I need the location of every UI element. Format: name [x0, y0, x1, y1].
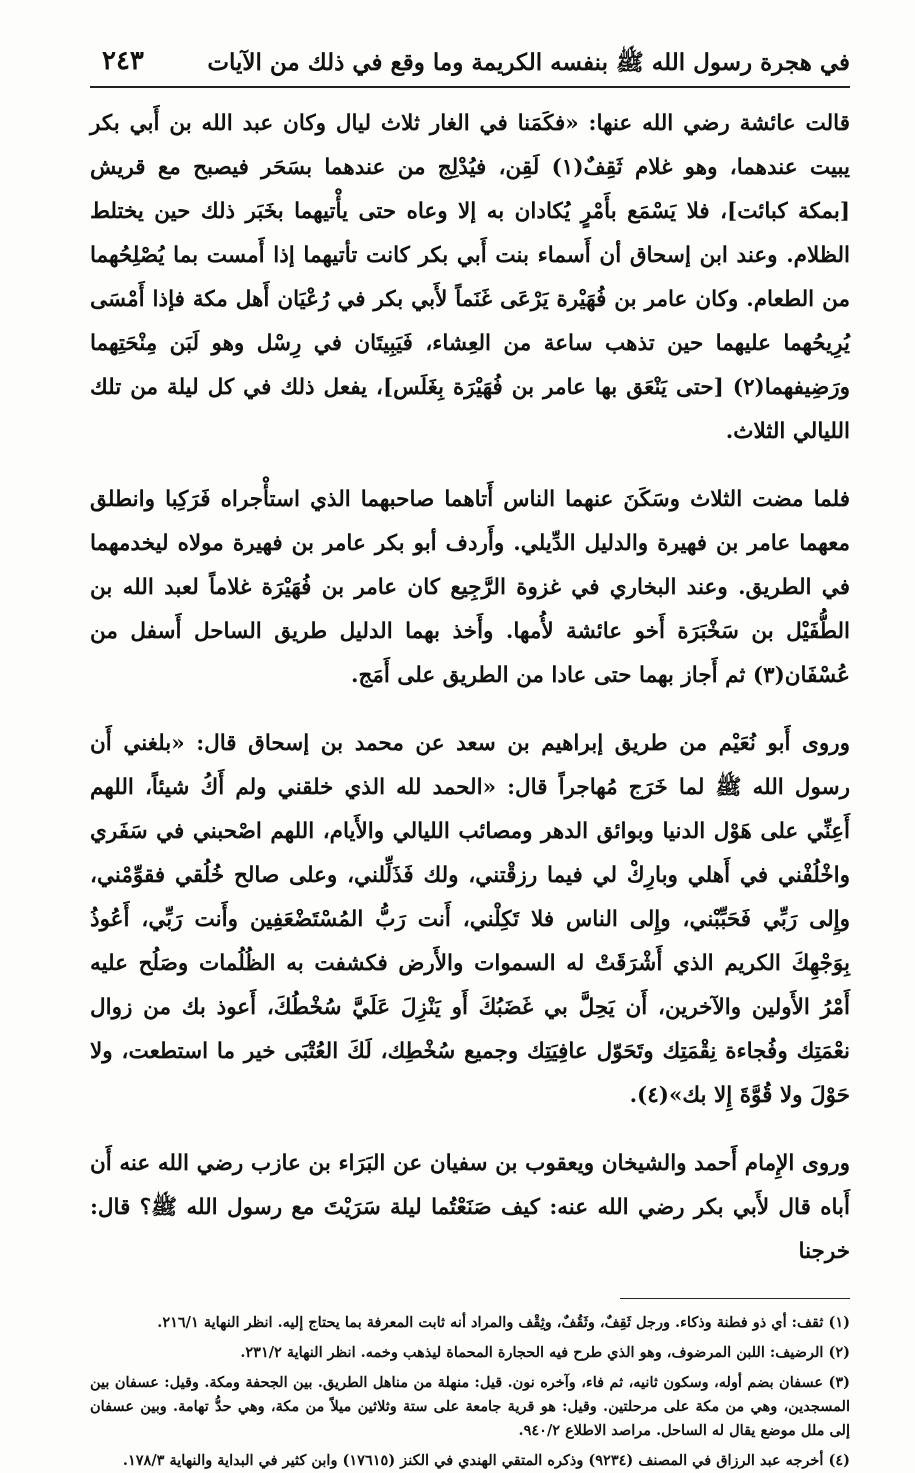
paragraph: وروى الإِمام أَحمد والشيخان ويعقوب بن سفيان عن البَرَاء بن عازب رضي الله عنه أَن أَباه قال لأَبي بكر رضي الله عنه: كيف صَنَعْتُما ليلة سَرَيْتَ مع رسول الله ﷺ؟ قال: خرجنا: [90, 1151, 850, 1264]
paragraph: وروى أَبو نُعَيْم من طريق إبراهيم بن سعد عن محمد بن إسحاق قال: «بلغني أَن رسول الله ﷺ لما خَرَج مُهاجراً قال: «الحمد لله الذي خلقني ولم أَكُ شيئاً، اللهم أَعِنِّي على هَوْل الدنيا وبوائق الدهر ومصائب الليالي والأَيام، اللهم اصْحبني في سَفَري واخْلُفْني في أَهلي وبارِكْ لي فيما رزقْتني، ولك فَذَلِّلني، وعلى صالح خُلُقي فقوِّمْني، وإِلى رَبِّي فَحَبِّبْني، وإِلى الناس فلا تَكِلْني، أَنت رَبُّ المُسْتَضْعَفِين وأَنت رَبِّي، أَعُوذُ بِوَجْهِكَ الكريم الذي أَشْرَقَتْ له السموات والأَرض فكشفت به الظُلُمات وصَلُح عليه أَمْرُ الأَولين والآخرين، أَن يَحِلَّ بي غَضَبُكَ أَو يَنْزِلَ عَلَيَّ سُخْطُكَ، أَعوذ بك من زوال نعْمَتِك وفُجاءة نِقْمَتِك وتَحَوّل عافِيَتِك وجميع سُخْطِك، لَكَ العُتْبَى خير ما استطعت، ولا حَوْلَ ولا قُوَّةَ إِلا بك»(٤).: [90, 731, 850, 1108]
book-page: [90, 40, 851, 1469]
chapter-title: في هجرة رسول الله ﷺ بنفسه الكريمة وما وقع في ذلك من الآيات: [207, 49, 850, 76]
footnote: (٣) عسفان بضم أوله، وسكون ثانيه، ثم فاء، وآخره نون. قيل: منهلة من مناهل الطريق. بين الجحفة ومكة. وقيل: عسفان بين المسجدين، وهي من مكة على مرحلتين. وقيل: هو قرية جامعة على ستة وثلاثين ميلاً من مكة، وهي حدُّ تهامة. وبين عسفان إلى ملل موضع يقال له الساحل. مراصد الاطلاع ٩٤٠/٢.: [90, 1374, 850, 1439]
footnote-divider: [620, 1298, 850, 1299]
page-number: ٢٤٣: [102, 46, 144, 76]
footnote: (٤) أخرجه عبد الرزاق في المصنف (٩٢٣٤) وذكره المتقي الهندي في الكنز (١٧٦١٥) وابن كثير في البداية والنهاية ١٧٨/٣.: [122, 1452, 850, 1469]
paragraph: قالت عائشة رضي الله عنها: «فكَمَنا في الغار ثلاث ليال وكان عبد الله بن أَبي بكر يبيت عندهما، وهو غلام ثَقِفٌ(١) لَقِن، فيُدْلِج من عندهما بسَحَر فيصبح مع قريش [بمكة كبائت]، فلا يَسْمَع بأَمْرٍ يُكادان به إلا وعاه حتى يأْتيهما بخَبَر ذلك حين يختلط الظلام. وعند ابن إسحاق أن أَسماء بنت أَبي بكر كانت تأتيهما إذا أَمست بما يُصْلِحُهما من الطعام. وكان عامر بن فُهَيْرة يَرْعَى غَنَماً لأَبي بكر في رُعْيَان أَهل مكة فإذا أَمْسَى يُرِيحُهما عليهما حين تذهب ساعة من العِشاء، فَيَبِيتَان في رِسْل وهو لَبَن مِنْحَتِهما ورَضِيفهما(٢) [حتى يَنْعَق بها عامر بن فُهَيْرَة بِغَلَس]، يفعل ذلك في كل ليلة من تلك الليالي الثلاث.: [90, 111, 851, 444]
footnote: (١) ثقف: أي ذو فطنة وذكاء. ورجل ثَقِفٌ، وثَقُفٌ، وثِقْف والمراد أنه ثابت المعرفة بما يحتاج إليه. انظر النهاية ٢١٦/١.: [157, 1314, 850, 1331]
main-text: [90, 102, 850, 1274]
footnote: (٢) الرضيف: اللبن المرضوف، وهو الذي طرح فيه الحجارة المحماة ليذهب وخمه. انظر النهاية ٢٣١/٢.: [240, 1344, 850, 1361]
running-header: [90, 40, 850, 88]
paragraph: فلما مضت الثلاث وسَكَنَ عنهما الناس أَتاهما صاحبهما الذي استأْجراه فَرَكِبا وانطلق معهما عامر بن فهيرة والدليل الدِّيلي. وأَردف أبو بكر عامر بن فهيرة مولاه ليخدمهما في الطريق. وعند البخاري في غزوة الرَّجِيع كان عامر بن فُهَيْرَة غلاماً لعبد الله بن الطُّفَيْل بن سَخْبَرَة أَخو عائشة لأُمها. وأَخذ بهما الدليل طريق الساحل أَسفل من عُسْفَان(٣) ثم أَجاز بهما حتى عادا من الطريق على أَمَج.: [90, 487, 850, 688]
footnotes: [90, 1311, 850, 1473]
